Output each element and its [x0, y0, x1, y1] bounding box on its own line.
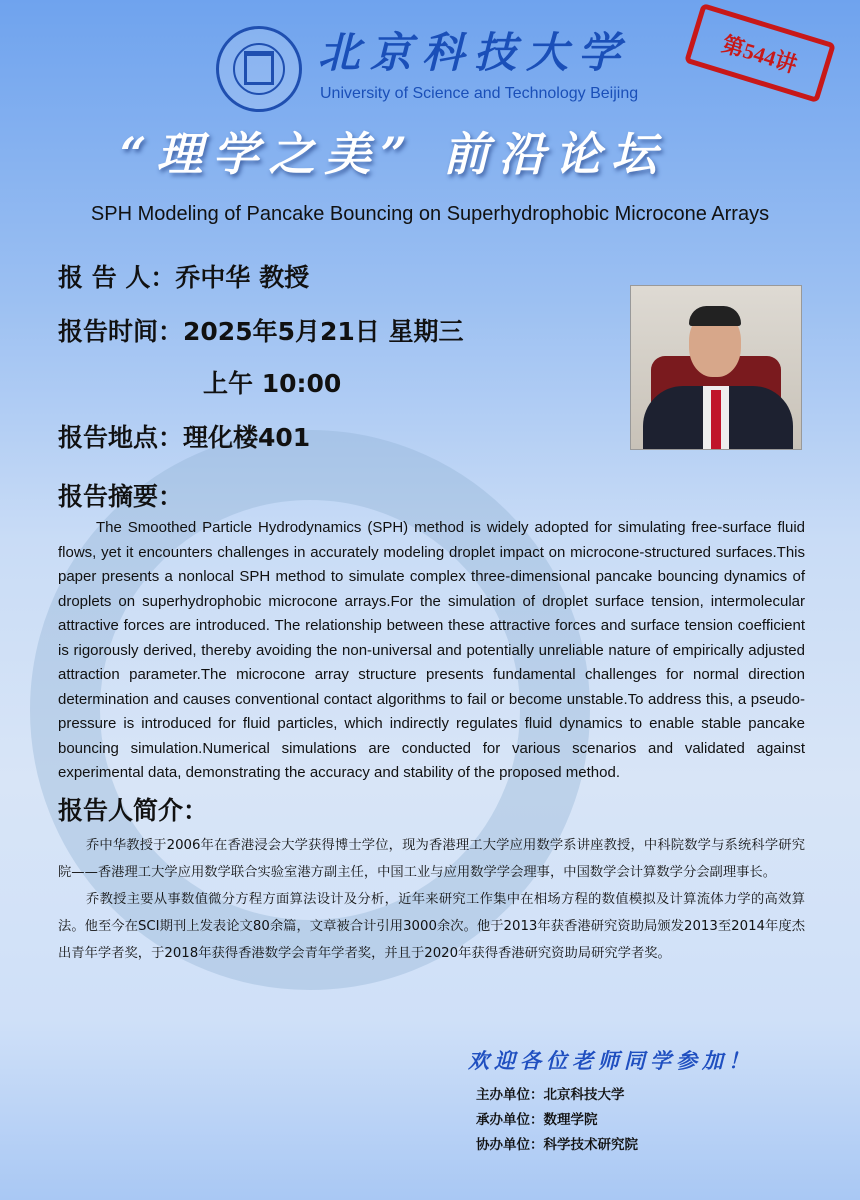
time-label: 报告时间： [58, 317, 184, 346]
talk-title: SPH Modeling of Pancake Bouncing on Superhydrophobic Microcone Arrays [90, 203, 770, 225]
bio-heading: 报告人简介： [58, 795, 209, 825]
place-row [58, 418, 310, 454]
speaker-photo [630, 285, 802, 450]
time: 上午 10:00 [203, 369, 342, 398]
co-organizer: 协办单位：科学技术研究院 [476, 1137, 638, 1153]
host: 主办单位：北京科技大学 [476, 1087, 625, 1103]
bio-paragraph: 乔中华教授于2006年在香港浸会大学获得博士学位，现为香港理工大学应用数学系讲座教授，中科院数学与系统科学研究院——香港理工大学应用数学联合实验室港方副主任，中国工业与应用数学学会理事，中国数学会计算数学分会副理事长。 [58, 837, 805, 880]
time-row [58, 312, 464, 348]
place-label: 报告地点： [58, 423, 184, 452]
organizer: 承办单位：数理学院 [476, 1112, 598, 1128]
abstract-heading: 报告摘要： [58, 482, 184, 511]
university-name-cn: 北京科技大学 [318, 28, 631, 77]
date: 2025年5月21日 星期三 [183, 317, 464, 346]
abstract-text: The Smoothed Particle Hydrodynamics (SPH) method is widely adopted for simulating free-surface fluid flows, yet it encounters challenges in accurately modeling droplet impact on microcone-structured surfaces.This paper presents a nonlocal SPH method to simulate complex three-dimensional pancake bouncing dynamics of droplets on superhydrophobic microcone arrays.For the simulation of droplet surface tension, intermolecular attractive forces are introduced. The relationship between these attractive forces and surface tension coefficient is rigorously derived, thereby avoiding the non-universal and potentially unreliable nature of empirically adjusted attraction parameter.The microcone array structure presents fundamental challenges for normal direction determination and causes conventional contact algorithms to fail or become unstable.To address this, a pseudo-pressure is introduced for fluid particles, which indirectly regulates fluid dynamics to enable stable pancake bouncing simulation.Numerical simulations are conducted for various scenarios and validated against experimental data, demonstrating the accuracy and stability of the proposed method. [58, 519, 805, 781]
speaker-label: 报 告 人： [58, 263, 176, 292]
university-name-en: University of Science and Technology Beijing [320, 85, 639, 102]
ding-icon [244, 51, 274, 85]
lecture-number-stamp: 第544讲 [684, 3, 836, 103]
welcome-text: 欢迎各位老师同学参加！ [468, 1049, 754, 1073]
forum-title: “理学之美” 前沿论坛 [120, 127, 667, 181]
place: 理化楼401 [183, 423, 311, 452]
university-logo [216, 26, 302, 112]
speaker-name: 乔中华 教授 [175, 263, 310, 292]
bio-paragraph: 乔教授主要从事数值微分方程方面算法设计及分析，近年来研究工作集中在相场方程的数值模拟及计算流体力学的高效算法。他至今在SCI期刊上发表论文80余篇，文章被合计引用3000余次。他于2013年获香港研究资助局颁发2013至2014年度杰出青年学者奖，于2018年获得香港数学会青年学者奖，并且于2020年获得香港研究资助局研究学者奖。 [58, 891, 805, 961]
content-sections [58, 480, 805, 967]
speaker-row [58, 258, 309, 294]
